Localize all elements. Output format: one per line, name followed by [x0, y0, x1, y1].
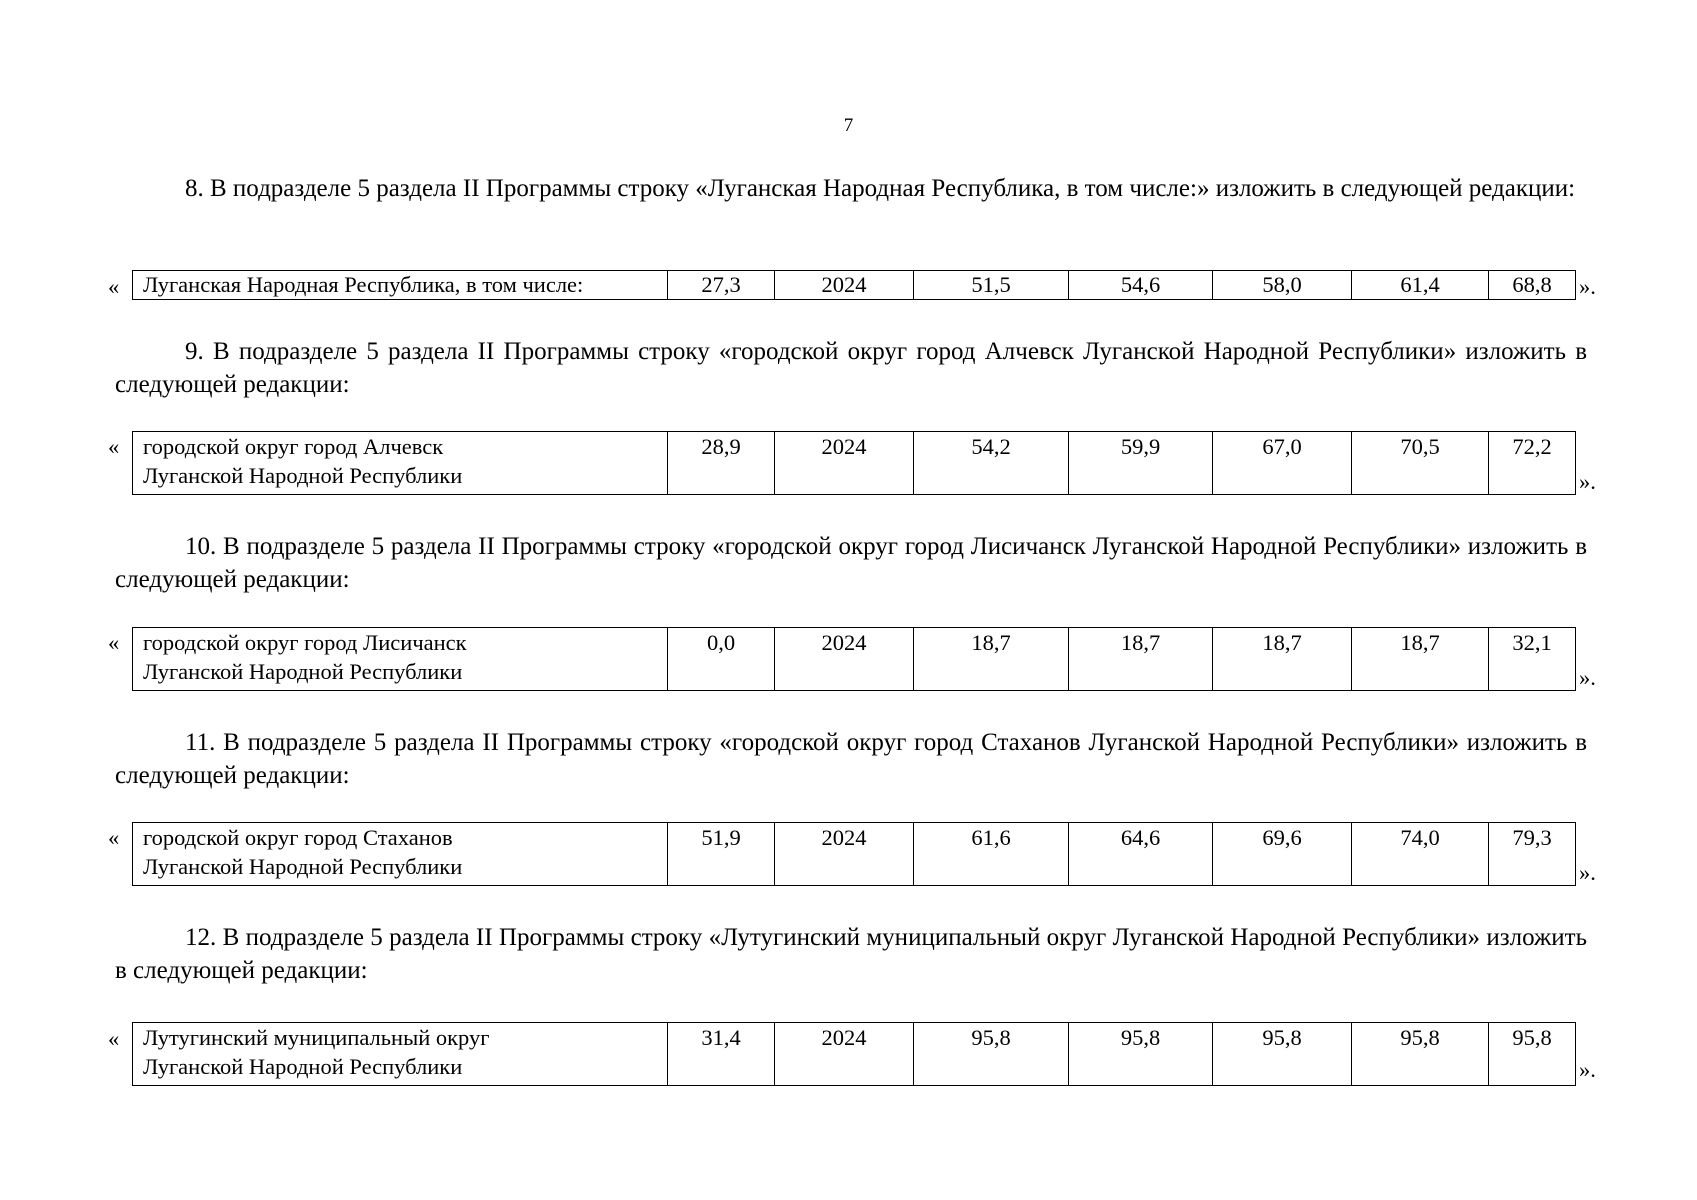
section-paragraph-8	[115, 172, 1587, 205]
row-name-line1: городской округ город Лисичанск	[143, 630, 467, 655]
row-name-line2: Луганской Народной Республики	[143, 659, 463, 684]
value-cell: 59,9	[1069, 432, 1213, 495]
quote-open: «	[108, 434, 120, 459]
value-cell: 61,4	[1352, 271, 1489, 300]
value-cell: 32,1	[1489, 628, 1576, 691]
value-cell: 70,5	[1352, 432, 1489, 495]
row-name-line1: Луганская Народная Республика, в том числе:	[143, 272, 584, 297]
value-cell: 64,6	[1069, 823, 1213, 886]
value-cell: 95,8	[1352, 1023, 1489, 1086]
value-cell: 0,0	[668, 628, 775, 691]
section-text: 12. В подразделе 5 раздела II Программы строку «Лутугинский муниципальный округ Луганской Народной Республики» изложить в следующей редакции:	[115, 924, 1587, 984]
page-number: 7	[843, 115, 854, 136]
row-table-8	[132, 270, 1576, 300]
value-cell: 54,6	[1069, 271, 1213, 300]
value-cell: 95,8	[1489, 1023, 1576, 1086]
row-name-line1: городской округ город Алчевск	[143, 434, 444, 459]
value-cell: 79,3	[1489, 823, 1576, 886]
value-cell: 2024	[775, 432, 914, 495]
row-table-9	[132, 431, 1576, 495]
quote-open: «	[108, 274, 120, 299]
section-paragraph-12	[115, 921, 1587, 987]
section-text: 11. В подразделе 5 раздела II Программы строку «городской округ город Стаханов Луганской Народной Республики» изложить в следующей редакции:	[115, 729, 1587, 789]
section-paragraph-10	[115, 530, 1587, 596]
value-cell: 61,6	[914, 823, 1069, 886]
table-row	[133, 1023, 1576, 1086]
value-cell: 68,8	[1489, 271, 1576, 300]
value-cell: 2024	[775, 271, 914, 300]
value-cell: 51,9	[668, 823, 775, 886]
value-cell: 2024	[775, 628, 914, 691]
table-row	[133, 823, 1576, 886]
row-name-line1: городской округ город Стаханов	[143, 825, 453, 850]
table-row	[133, 271, 1576, 300]
quote-close: ».	[1579, 274, 1596, 299]
value-cell: 95,8	[1069, 1023, 1213, 1086]
row-name-line2: Луганской Народной Республики	[143, 854, 463, 879]
value-cell: 2024	[775, 1023, 914, 1086]
value-cell: 2024	[775, 823, 914, 886]
value-cell: 18,7	[914, 628, 1069, 691]
value-cell: 28,9	[668, 432, 775, 495]
quote-close: ».	[1579, 665, 1596, 690]
table-row	[133, 432, 1576, 495]
row-table-11	[132, 822, 1576, 886]
row-name-cell	[133, 271, 668, 300]
row-name-cell	[133, 1023, 668, 1086]
row-table-10	[132, 627, 1576, 691]
value-cell: 58,0	[1213, 271, 1352, 300]
section-text: 10. В подразделе 5 раздела II Программы строку «городской округ город Лисичанск Луганской Народной Республики» изложить в следующей редакции:	[115, 533, 1587, 593]
value-cell: 51,5	[914, 271, 1069, 300]
quote-close: ».	[1579, 469, 1596, 494]
value-cell: 69,6	[1213, 823, 1352, 886]
quote-open: «	[108, 1026, 120, 1051]
value-cell: 74,0	[1352, 823, 1489, 886]
section-paragraph-9	[115, 335, 1587, 401]
section-paragraph-11	[115, 726, 1587, 792]
row-name-cell	[133, 823, 668, 886]
value-cell: 95,8	[914, 1023, 1069, 1086]
value-cell: 27,3	[668, 271, 775, 300]
row-name-line1: Лутугинский муниципальный округ	[143, 1025, 490, 1050]
value-cell: 67,0	[1213, 432, 1352, 495]
row-name-cell	[133, 628, 668, 691]
value-cell: 18,7	[1069, 628, 1213, 691]
quote-open: «	[108, 630, 120, 655]
value-cell: 54,2	[914, 432, 1069, 495]
row-name-line2: Луганской Народной Республики	[143, 1054, 463, 1079]
row-name-line2: Луганской Народной Республики	[143, 463, 463, 488]
section-text: 8. В подразделе 5 раздела II Программы строку «Луганская Народная Республика, в том числе:» изложить в следующей редакции:	[185, 175, 1576, 202]
table-row	[133, 628, 1576, 691]
value-cell: 72,2	[1489, 432, 1576, 495]
quote-open: «	[108, 825, 120, 850]
section-text: 9. В подразделе 5 раздела II Программы строку «городской округ город Алчевск Луганской Народной Республики» изложить в следующей редакции:	[115, 338, 1587, 398]
quote-close: ».	[1579, 1057, 1596, 1082]
value-cell: 95,8	[1213, 1023, 1352, 1086]
row-name-cell	[133, 432, 668, 495]
value-cell: 18,7	[1213, 628, 1352, 691]
quote-close: ».	[1579, 860, 1596, 885]
row-table-12	[132, 1022, 1576, 1086]
value-cell: 18,7	[1352, 628, 1489, 691]
value-cell: 31,4	[668, 1023, 775, 1086]
